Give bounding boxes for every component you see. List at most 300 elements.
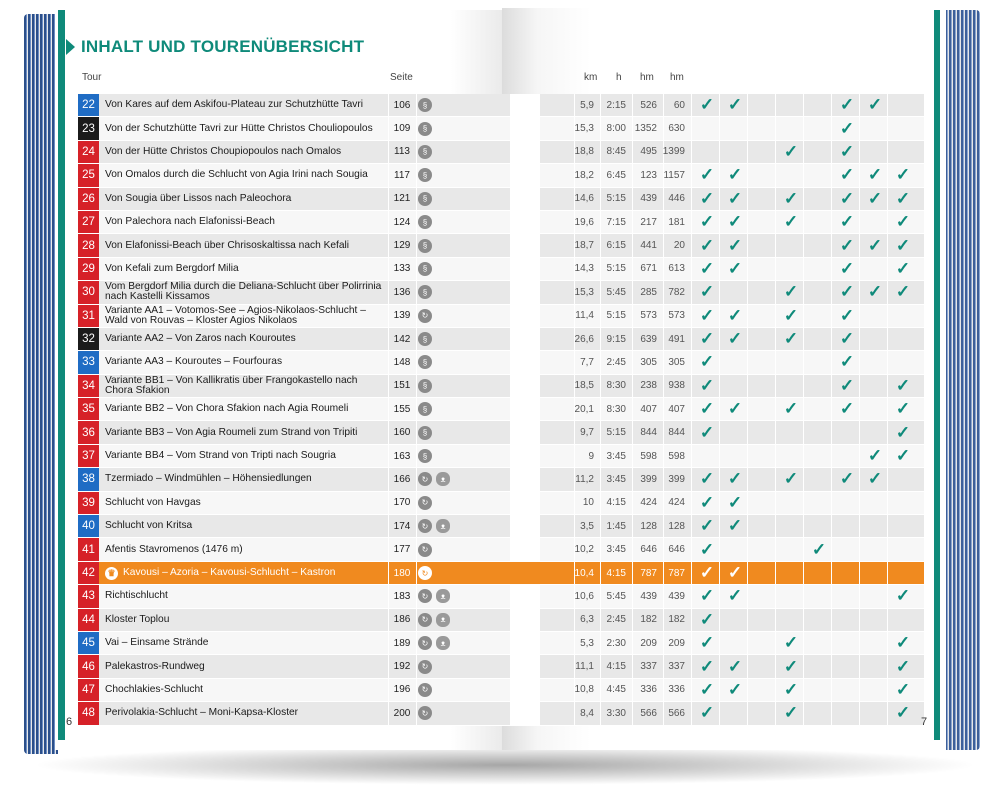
tour-name: Vai – Einsame Strände (105, 637, 209, 649)
stat-km: 10,8 (574, 684, 594, 696)
column-divider (887, 328, 888, 350)
column-divider (691, 328, 692, 350)
check-icon: ✓ (727, 188, 743, 208)
stat-hm2: 424 (668, 497, 685, 509)
column-divider (831, 211, 832, 233)
stat-km: 5,3 (580, 637, 594, 649)
stat-km: 14,3 (574, 263, 594, 275)
header-hm-up: hm (640, 72, 654, 83)
tour-row[interactable] (78, 94, 924, 117)
column-divider (775, 94, 776, 116)
tour-icons (418, 515, 450, 537)
tour-name: Variante BB3 – Von Agia Roumeli zum Strand von Tripiti (105, 426, 358, 438)
tour-name-cell (105, 562, 387, 584)
stat-km: 19,6 (574, 216, 594, 228)
tour-name: Kavousi – Azoria – Kavousi-Schlucht – Kastron (123, 567, 336, 578)
tour-icons (418, 538, 432, 560)
column-divider (887, 351, 888, 373)
stat-hm1: 439 (640, 193, 657, 205)
page-reference: 170 (393, 497, 411, 509)
tour-icons (418, 492, 432, 514)
column-divider (887, 305, 888, 327)
tour-row[interactable] (78, 281, 924, 304)
column-divider (775, 117, 776, 139)
column-divider (887, 141, 888, 163)
tour-name-cell (105, 141, 387, 163)
tour-name: Von Kefali zum Bergdorf Milia (105, 262, 239, 274)
column-divider (416, 94, 417, 116)
one-way-route-icon: § (418, 285, 432, 299)
tour-number: 38 (78, 468, 99, 490)
tour-name: Von der Schutzhütte Tavri zur Hütte Christos Chouliopoulos (105, 122, 373, 134)
tour-number: 48 (78, 702, 99, 724)
one-way-route-icon: § (418, 355, 432, 369)
check-icon: ✓ (699, 539, 715, 559)
stat-hm2: 782 (668, 286, 685, 298)
stat-hm2: 630 (668, 123, 685, 135)
column-divider (831, 421, 832, 443)
tour-row[interactable] (78, 515, 924, 538)
stat-hm2: 938 (668, 380, 685, 392)
column-divider (831, 164, 832, 186)
tour-icons (418, 117, 432, 139)
column-divider (803, 585, 804, 607)
check-icon: ✓ (839, 375, 855, 395)
column-divider (831, 141, 832, 163)
column-divider (747, 632, 748, 654)
check-icon: ✓ (867, 235, 883, 255)
check-icon: ✓ (895, 235, 911, 255)
page-gutter (510, 492, 540, 514)
page-gutter (510, 211, 540, 233)
column-divider (803, 515, 804, 537)
column-divider (803, 538, 804, 560)
tour-row[interactable] (78, 305, 924, 328)
page-gutter (510, 375, 540, 397)
check-icon: ✓ (727, 212, 743, 232)
page-reference: 186 (393, 614, 411, 626)
column-divider (859, 679, 860, 701)
tour-name: Variante BB1 – Von Kallikratis über Frangokastello nach Chora Sfakion (105, 374, 358, 396)
stat-h: 3:45 (606, 450, 626, 462)
column-divider (416, 468, 417, 490)
tour-name: Vom Bergdorf Milia durch die Deliana-Schlucht über Polirrinia nach Kastelli Kissamos (105, 281, 382, 303)
tour-icons (418, 679, 432, 701)
book-edge-left (24, 14, 58, 754)
stat-h: 2:30 (606, 637, 626, 649)
check-icon: ✓ (839, 399, 855, 419)
tour-icons (418, 141, 432, 163)
round-trip-icon: ↻ (418, 706, 432, 720)
tour-number: 29 (78, 258, 99, 280)
stat-km: 18,2 (574, 169, 594, 181)
tour-name-cell (105, 445, 387, 467)
page-number-left: 6 (66, 716, 73, 728)
column-divider (887, 211, 888, 233)
tour-number: 35 (78, 398, 99, 420)
column-divider (803, 117, 804, 139)
check-icon: ✓ (839, 118, 855, 138)
tour-number: 42 (78, 562, 99, 584)
tour-row[interactable] (78, 258, 924, 281)
column-divider (803, 421, 804, 443)
page-reference: 124 (393, 216, 411, 228)
stat-hm1: 182 (640, 614, 657, 626)
tour-row[interactable] (78, 141, 924, 164)
kids-bear-icon: ᴥ (436, 589, 450, 603)
page-gutter (510, 351, 540, 373)
tour-row[interactable] (78, 492, 924, 515)
column-divider (416, 609, 417, 631)
page-reference: 160 (393, 427, 411, 439)
stat-hm2: 446 (668, 193, 685, 205)
column-divider (747, 141, 748, 163)
stat-hm1: 424 (640, 497, 657, 509)
check-icon: ✓ (839, 165, 855, 185)
column-divider (691, 258, 692, 280)
tour-row[interactable] (78, 679, 924, 702)
stat-h: 4:15 (606, 567, 626, 579)
column-divider (775, 351, 776, 373)
tour-number: 44 (78, 609, 99, 631)
column-divider (416, 538, 417, 560)
tour-number: 34 (78, 375, 99, 397)
stat-hm2: 209 (668, 637, 685, 649)
tour-number: 27 (78, 211, 99, 233)
column-divider (775, 211, 776, 233)
tour-name-cell (105, 538, 387, 560)
tour-row[interactable] (78, 398, 924, 421)
stat-h: 2:45 (606, 614, 626, 626)
tour-name-cell (105, 305, 387, 327)
check-icon: ✓ (839, 95, 855, 115)
tour-name-cell (105, 351, 387, 373)
tour-icons (418, 702, 432, 724)
page-reference: 136 (393, 286, 411, 298)
column-divider (831, 117, 832, 139)
stat-hm2: 613 (668, 263, 685, 275)
check-icon: ✓ (839, 305, 855, 325)
stat-km: 11,4 (575, 310, 594, 322)
page-reference: 192 (393, 661, 411, 673)
one-way-route-icon: § (418, 262, 432, 276)
tour-row[interactable] (78, 562, 924, 585)
stat-km: 10,4 (574, 567, 594, 579)
column-divider (747, 117, 748, 139)
column-divider (831, 679, 832, 701)
tour-number: 28 (78, 234, 99, 256)
round-trip-icon: ↻ (418, 589, 432, 603)
column-divider (691, 655, 692, 677)
column-divider (831, 609, 832, 631)
tour-row[interactable] (78, 328, 924, 351)
check-icon: ✓ (727, 516, 743, 536)
tour-icons (418, 188, 432, 210)
column-divider (691, 234, 692, 256)
column-divider (416, 141, 417, 163)
tour-number: 41 (78, 538, 99, 560)
column-divider (691, 421, 692, 443)
column-divider (416, 117, 417, 139)
tour-number: 47 (78, 679, 99, 701)
round-trip-icon: ↻ (418, 613, 432, 627)
page-gutter (510, 234, 540, 256)
check-icon: ✓ (699, 633, 715, 653)
column-divider (416, 258, 417, 280)
check-icon: ✓ (699, 235, 715, 255)
page-gutter (510, 655, 540, 677)
tour-name: Variante AA1 – Votomos-See – Agios-Nikolaos-Schlucht – Wald von Rouvas – Kloster Agios Nikolaos (105, 304, 366, 326)
tour-row[interactable] (78, 468, 924, 491)
check-icon: ✓ (699, 352, 715, 372)
column-divider (831, 258, 832, 280)
stat-hm2: 1157 (663, 169, 685, 181)
stat-hm1: 337 (640, 661, 657, 673)
stat-h: 4:45 (606, 684, 626, 696)
page-gutter (510, 515, 540, 537)
check-icon: ✓ (783, 679, 799, 699)
tour-row[interactable] (78, 234, 924, 257)
column-divider (416, 679, 417, 701)
column-divider (887, 258, 888, 280)
column-divider (831, 234, 832, 256)
page-reference: 189 (393, 637, 411, 649)
column-divider (691, 351, 692, 373)
stat-h: 7:15 (606, 216, 626, 228)
check-icon: ✓ (727, 563, 743, 582)
stat-hm2: 787 (668, 567, 685, 579)
tour-name: Von Sougia über Lissos nach Paleochora (105, 192, 292, 204)
column-divider (775, 141, 776, 163)
tour-row[interactable] (78, 421, 924, 444)
check-icon: ✓ (783, 141, 799, 161)
column-divider (416, 305, 417, 327)
tour-name-cell (105, 94, 387, 116)
column-divider (831, 585, 832, 607)
stat-hm2: 598 (668, 450, 685, 462)
check-icon: ✓ (699, 703, 715, 723)
tour-row[interactable] (78, 538, 924, 561)
column-divider (887, 585, 888, 607)
column-divider (803, 258, 804, 280)
tour-row[interactable] (78, 632, 924, 655)
check-icon: ✓ (699, 399, 715, 419)
column-divider (831, 632, 832, 654)
check-icon: ✓ (699, 95, 715, 115)
tour-row[interactable] (78, 351, 924, 374)
stat-hm1: 209 (640, 637, 657, 649)
stat-h: 9:15 (606, 333, 626, 345)
stat-km: 5,9 (580, 99, 594, 111)
stat-hm2: 128 (668, 520, 685, 532)
tour-row[interactable] (78, 188, 924, 211)
stat-hm2: 566 (668, 707, 685, 719)
column-divider (775, 398, 776, 420)
stat-h: 2:15 (606, 99, 626, 111)
one-way-route-icon: § (418, 145, 432, 159)
stat-hm2: 407 (668, 403, 685, 415)
page-reference: 142 (393, 333, 411, 345)
one-way-route-icon: § (418, 449, 432, 463)
tour-name-cell (105, 328, 387, 350)
tour-name: Schlucht von Havgas (105, 496, 201, 508)
stat-km: 11,1 (575, 661, 594, 673)
check-icon: ✓ (699, 212, 715, 232)
check-icon: ✓ (783, 282, 799, 302)
stat-h: 5:15 (606, 310, 626, 322)
column-divider (691, 398, 692, 420)
kids-bear-icon: ᴥ (436, 472, 450, 486)
stat-h: 6:45 (606, 169, 626, 181)
column-divider (831, 445, 832, 467)
tour-icons (418, 328, 432, 350)
stat-km: 14,6 (574, 193, 594, 205)
tour-icons (418, 468, 450, 490)
check-icon: ✓ (783, 329, 799, 349)
tour-name-cell (105, 281, 387, 303)
tour-row[interactable] (78, 609, 924, 632)
column-divider (416, 702, 417, 724)
check-icon: ✓ (699, 679, 715, 699)
column-divider (859, 421, 860, 443)
column-divider (803, 351, 804, 373)
column-divider (775, 234, 776, 256)
check-icon: ✓ (895, 633, 911, 653)
check-icon: ✓ (895, 422, 911, 442)
stat-hm1: 787 (640, 567, 657, 579)
column-divider (416, 375, 417, 397)
stat-h: 4:15 (606, 661, 626, 673)
check-icon: ✓ (839, 141, 855, 161)
column-divider (803, 94, 804, 116)
column-divider (831, 351, 832, 373)
tour-name-cell (105, 492, 387, 514)
tour-row[interactable] (78, 585, 924, 608)
check-icon: ✓ (895, 586, 911, 606)
column-divider (803, 492, 804, 514)
column-divider (691, 281, 692, 303)
page-reference: 106 (393, 99, 411, 111)
tour-name-cell (105, 164, 387, 186)
stat-km: 8,4 (580, 707, 594, 719)
tour-row[interactable] (78, 445, 924, 468)
check-icon: ✓ (727, 305, 743, 325)
stat-h: 5:15 (606, 427, 626, 439)
check-icon: ✓ (727, 679, 743, 699)
stat-h: 5:45 (606, 286, 626, 298)
tour-name: Von Elafonissi-Beach über Chrisoskaltissa nach Kefali (105, 239, 350, 251)
tour-name: Variante AA3 – Kouroutes – Fourfouras (105, 356, 283, 368)
check-icon: ✓ (867, 165, 883, 185)
check-icon: ✓ (699, 492, 715, 512)
page-gutter (510, 421, 540, 443)
column-divider (775, 609, 776, 631)
check-icon: ✓ (895, 399, 911, 419)
column-divider (775, 468, 776, 490)
page-gutter (510, 585, 540, 607)
tour-row[interactable] (78, 211, 924, 234)
column-divider (719, 445, 720, 467)
tour-icons (418, 258, 432, 280)
column-divider (691, 164, 692, 186)
stat-hm2: 399 (668, 473, 685, 485)
column-divider (416, 655, 417, 677)
round-trip-icon: ↻ (418, 309, 432, 323)
tour-row[interactable] (78, 375, 924, 398)
tour-row[interactable] (78, 164, 924, 187)
column-divider (691, 94, 692, 116)
one-way-route-icon: § (418, 122, 432, 136)
book-shadow (30, 745, 980, 785)
check-icon: ✓ (783, 305, 799, 325)
check-icon: ✓ (699, 516, 715, 536)
check-icon: ✓ (727, 586, 743, 606)
tour-row[interactable] (78, 117, 924, 140)
column-divider (775, 538, 776, 560)
header-km: km (584, 72, 598, 83)
tour-number: 46 (78, 655, 99, 677)
stat-hm2: 182 (668, 614, 685, 626)
column-divider (887, 702, 888, 724)
page-gutter (510, 258, 540, 280)
check-icon: ✓ (699, 188, 715, 208)
column-divider (887, 398, 888, 420)
check-icon: ✓ (839, 258, 855, 278)
tour-name: Palekastros-Rundweg (105, 660, 205, 672)
check-icon: ✓ (783, 656, 799, 676)
check-icon: ✓ (727, 95, 743, 115)
check-icon: ✓ (895, 703, 911, 723)
column-divider (887, 515, 888, 537)
column-divider (775, 445, 776, 467)
column-divider (887, 632, 888, 654)
check-icon: ✓ (699, 469, 715, 489)
stat-hm2: 336 (668, 684, 685, 696)
round-trip-icon: ↻ (418, 660, 432, 674)
tour-name-cell (105, 609, 387, 631)
check-icon: ✓ (895, 188, 911, 208)
column-divider (831, 281, 832, 303)
tour-icons (418, 609, 450, 631)
check-icon: ✓ (699, 282, 715, 302)
column-divider (416, 515, 417, 537)
tour-name: Chochlakies-Schlucht (105, 683, 203, 695)
column-divider (775, 702, 776, 724)
stat-hm1: 566 (640, 707, 657, 719)
check-icon: ✓ (867, 282, 883, 302)
column-divider (775, 164, 776, 186)
tour-row[interactable] (78, 655, 924, 678)
check-icon: ✓ (727, 258, 743, 278)
tour-name: Kloster Toplou (105, 613, 170, 625)
column-divider (416, 445, 417, 467)
header-seite: Seite (390, 72, 413, 83)
accent-stripe-right (934, 10, 940, 740)
stat-km: 10 (582, 497, 594, 509)
check-icon: ✓ (895, 165, 911, 185)
tour-number: 39 (78, 492, 99, 514)
tour-row[interactable] (78, 702, 924, 725)
tour-icons (418, 421, 432, 443)
stat-hm2: 305 (668, 356, 685, 368)
check-icon: ✓ (895, 679, 911, 699)
check-icon: ✓ (783, 399, 799, 419)
check-icon: ✓ (895, 258, 911, 278)
tour-name-cell (105, 421, 387, 443)
check-icon: ✓ (727, 235, 743, 255)
stat-hm1: 671 (640, 263, 657, 275)
stat-hm2: 646 (668, 544, 685, 556)
